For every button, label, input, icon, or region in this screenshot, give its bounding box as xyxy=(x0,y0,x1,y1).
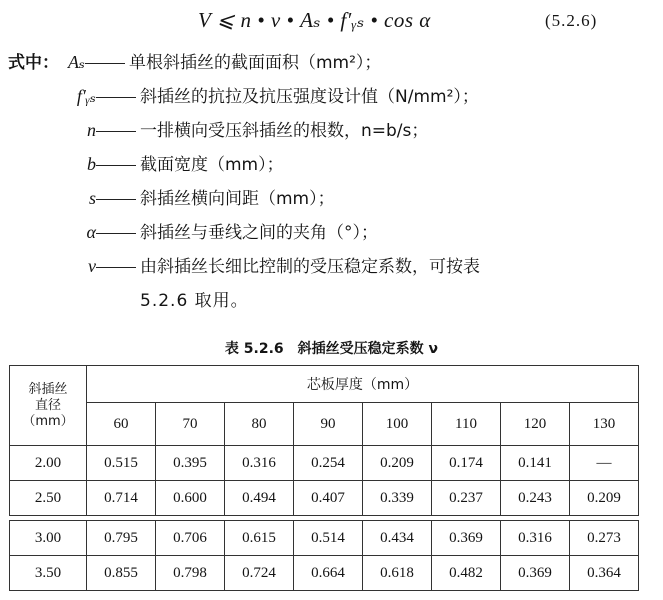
definition-text: 斜插丝的抗拉及抗压强度设计值（N/mm²）； xyxy=(140,87,479,107)
thickness-group-header: 芯板厚度（mm） xyxy=(87,366,639,403)
value-cell: 0.724 xyxy=(225,556,294,591)
stability-coefficient-table xyxy=(9,365,639,591)
thickness-cell: 60 xyxy=(87,403,156,446)
value-cell: 0.141 xyxy=(501,446,570,481)
value-cell: 0.209 xyxy=(363,446,432,481)
table-title: 表 5.2.6 斜插丝受压稳定系数 ν xyxy=(224,341,439,357)
definition-symbol: α xyxy=(86,222,96,242)
value-cell: 0.395 xyxy=(156,446,225,481)
table-row xyxy=(10,446,639,481)
definition-row xyxy=(8,48,381,73)
diameter-header-line: 直径 xyxy=(34,397,61,413)
definition-dash xyxy=(85,53,129,73)
definition-symbol: ν xyxy=(88,256,96,276)
diameter-header xyxy=(10,366,87,446)
table-header-row xyxy=(10,366,639,403)
value-cell: 0.369 xyxy=(501,556,570,591)
value-cell: — xyxy=(570,446,639,481)
value-cell: 0.482 xyxy=(432,556,501,591)
value-cell: 0.273 xyxy=(570,521,639,556)
value-cell: 0.243 xyxy=(501,481,570,516)
value-cell: 0.339 xyxy=(363,481,432,516)
value-cell: 0.174 xyxy=(432,446,501,481)
thickness-cell: 70 xyxy=(156,403,225,446)
value-cell: 0.364 xyxy=(570,556,639,591)
definition-row xyxy=(70,116,428,141)
diameter-cell: 3.00 xyxy=(10,521,87,556)
value-cell: 0.316 xyxy=(501,521,570,556)
thickness-cell: 110 xyxy=(432,403,501,446)
thickness-cell: 130 xyxy=(570,403,639,446)
thickness-cell: 90 xyxy=(294,403,363,446)
definition-continuation: 5.2.6 取用。 xyxy=(140,291,249,311)
value-cell: 0.494 xyxy=(225,481,294,516)
value-cell: 0.434 xyxy=(363,521,432,556)
equation-number: (5.2.6) xyxy=(545,11,598,30)
definition-row xyxy=(70,82,479,107)
definition-dash xyxy=(96,189,140,209)
definition-row xyxy=(70,252,480,277)
thickness-header-row xyxy=(10,403,639,446)
definition-symbol: s xyxy=(88,188,96,208)
definition-symbol: b xyxy=(87,154,96,174)
value-cell: 0.600 xyxy=(156,481,225,516)
table-row xyxy=(10,481,639,516)
diameter-header-line: （mm） xyxy=(22,413,74,429)
formula-expression: V ⩽ n • ν • Aₛ • f′ᵧₛ • cos α xyxy=(198,8,431,32)
definition-dash xyxy=(96,121,140,141)
value-cell: 0.618 xyxy=(363,556,432,591)
value-cell: 0.369 xyxy=(432,521,501,556)
value-cell: 0.515 xyxy=(87,446,156,481)
definition-symbol: f′ᵧₛ xyxy=(76,86,96,106)
definition-text: 由斜插丝长细比控制的受压稳定系数，可按表 xyxy=(140,257,480,277)
thickness-cell: 120 xyxy=(501,403,570,446)
definition-dash xyxy=(96,223,140,243)
definition-symbol: n xyxy=(87,120,96,140)
value-cell: 0.316 xyxy=(225,446,294,481)
definition-symbol: Aₛ xyxy=(67,52,85,72)
value-cell: 0.209 xyxy=(570,481,639,516)
value-cell: 0.615 xyxy=(225,521,294,556)
formula-5-2-6 xyxy=(0,6,663,36)
definition-text: 截面宽度（mm）； xyxy=(140,155,284,175)
value-cell: 0.798 xyxy=(156,556,225,591)
diameter-cell: 3.50 xyxy=(10,556,87,591)
definition-row xyxy=(70,218,378,243)
definitions-lead: 式中： xyxy=(8,53,59,73)
diameter-header-line: 斜插丝 xyxy=(28,381,68,397)
definition-text: 斜插丝横向间距（mm）； xyxy=(140,189,335,209)
definition-row xyxy=(70,184,335,209)
value-cell: 0.855 xyxy=(87,556,156,591)
definition-text: 一排横向受压斜插丝的根数，n=b/s； xyxy=(140,121,429,141)
value-cell: 0.237 xyxy=(432,481,501,516)
value-cell: 0.254 xyxy=(294,446,363,481)
table-row xyxy=(10,521,639,556)
diameter-cell: 2.50 xyxy=(10,481,87,516)
definition-dash xyxy=(96,87,140,107)
value-cell: 0.714 xyxy=(87,481,156,516)
diameter-cell: 2.00 xyxy=(10,446,87,481)
table-row xyxy=(10,556,639,591)
definition-row xyxy=(70,150,284,175)
value-cell: 0.706 xyxy=(156,521,225,556)
value-cell: 0.407 xyxy=(294,481,363,516)
thickness-cell: 100 xyxy=(363,403,432,446)
value-cell: 0.514 xyxy=(294,521,363,556)
definition-dash xyxy=(96,257,140,277)
thickness-cell: 80 xyxy=(225,403,294,446)
definition-text: 斜插丝与垂线之间的夹角（°）； xyxy=(140,223,378,243)
definition-dash xyxy=(96,155,140,175)
value-cell: 0.664 xyxy=(294,556,363,591)
value-cell: 0.795 xyxy=(87,521,156,556)
definition-text: 单根斜插丝的截面面积（mm²）； xyxy=(129,53,382,73)
